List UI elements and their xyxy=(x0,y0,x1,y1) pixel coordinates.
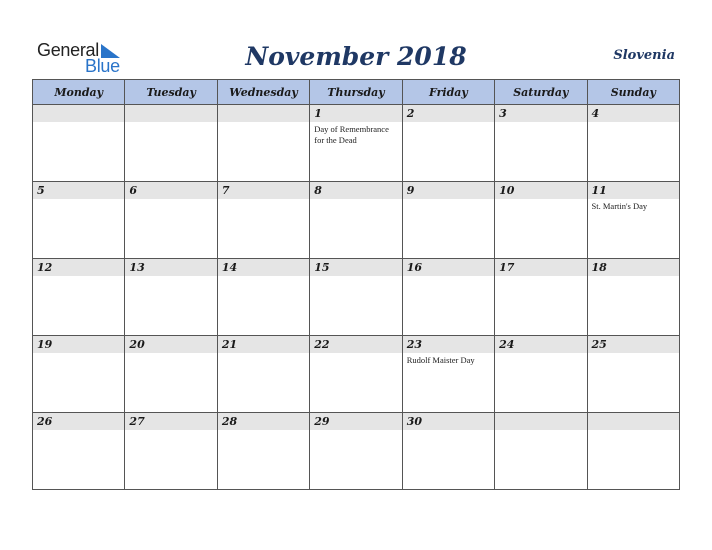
day-cell xyxy=(495,105,587,182)
weekday-header: Wednesday xyxy=(217,80,309,105)
logo xyxy=(37,40,127,74)
calendar-title: November 2018 xyxy=(245,42,467,71)
day-cell xyxy=(402,413,494,490)
weekday-header: Sunday xyxy=(587,80,679,105)
day-number: 24 xyxy=(495,336,586,353)
day-cell xyxy=(310,413,402,490)
day-cell xyxy=(310,182,402,259)
day-number: 11 xyxy=(588,182,679,199)
day-cell xyxy=(217,413,309,490)
holiday-label xyxy=(310,276,401,278)
day-cell xyxy=(125,413,217,490)
holiday-label xyxy=(218,430,309,432)
holiday-label xyxy=(218,353,309,355)
day-number: 25 xyxy=(588,336,679,353)
day-cell xyxy=(402,259,494,336)
week-row xyxy=(33,182,680,259)
day-cell xyxy=(310,105,402,182)
holiday-label xyxy=(125,430,216,432)
holiday-label xyxy=(310,353,401,355)
day-cell xyxy=(587,105,679,182)
country-name: Slovenia xyxy=(613,48,675,63)
holiday-label xyxy=(403,276,494,278)
day-number: 18 xyxy=(588,259,679,276)
day-cell xyxy=(402,336,494,413)
logo-text-general: General xyxy=(37,40,99,60)
day-cell xyxy=(587,259,679,336)
day-number: 27 xyxy=(125,413,216,430)
holiday-label xyxy=(218,199,309,201)
day-cell xyxy=(217,105,309,182)
holiday-label: St. Martin's Day xyxy=(591,201,648,211)
holiday-label xyxy=(310,430,401,432)
day-cell xyxy=(587,413,679,490)
day-number: 6 xyxy=(125,182,216,199)
day-cell xyxy=(310,259,402,336)
day-cell xyxy=(587,336,679,413)
holiday-label xyxy=(588,122,679,124)
day-cell xyxy=(33,259,125,336)
weekday-header-row xyxy=(33,80,680,105)
day-cell xyxy=(587,182,679,259)
day-number: 7 xyxy=(218,182,309,199)
day-number xyxy=(33,105,124,122)
week-row xyxy=(33,336,680,413)
holiday-label xyxy=(218,122,309,124)
week-row xyxy=(33,259,680,336)
holiday-label xyxy=(588,353,679,355)
weekday-header: Monday xyxy=(33,80,125,105)
day-number: 23 xyxy=(403,336,494,353)
holiday-label xyxy=(33,122,124,124)
day-number: 20 xyxy=(125,336,216,353)
day-cell xyxy=(33,336,125,413)
day-number: 28 xyxy=(218,413,309,430)
day-number: 30 xyxy=(403,413,494,430)
calendar-grid xyxy=(32,79,680,490)
day-number: 2 xyxy=(403,105,494,122)
weekday-header: Thursday xyxy=(310,80,402,105)
holiday-label xyxy=(125,199,216,201)
day-cell xyxy=(217,182,309,259)
holiday-label xyxy=(403,430,494,432)
day-number: 3 xyxy=(495,105,586,122)
holiday-label xyxy=(125,122,216,124)
day-cell xyxy=(495,413,587,490)
day-cell xyxy=(402,105,494,182)
holiday-label xyxy=(495,122,586,124)
day-number: 17 xyxy=(495,259,586,276)
day-cell xyxy=(495,259,587,336)
week-row xyxy=(33,105,680,182)
holiday-label xyxy=(495,199,586,201)
day-cell xyxy=(217,336,309,413)
day-number: 21 xyxy=(218,336,309,353)
day-cell xyxy=(217,259,309,336)
day-number: 1 xyxy=(310,105,401,122)
day-number xyxy=(588,413,679,430)
holiday-label xyxy=(588,276,679,278)
logo-text-blue: Blue xyxy=(85,56,120,76)
holiday-label: Day of Remembrance for the Dead xyxy=(314,124,389,145)
day-cell xyxy=(125,336,217,413)
holiday-label xyxy=(495,276,586,278)
holiday-label: Rudolf Maister Day xyxy=(406,355,475,365)
day-number: 4 xyxy=(588,105,679,122)
holiday-label xyxy=(33,276,124,278)
day-cell xyxy=(33,105,125,182)
day-number: 13 xyxy=(125,259,216,276)
holiday-label xyxy=(495,430,586,432)
day-cell xyxy=(33,182,125,259)
day-cell xyxy=(495,182,587,259)
holiday-label xyxy=(588,430,679,432)
day-number: 29 xyxy=(310,413,401,430)
day-cell xyxy=(310,336,402,413)
holiday-label xyxy=(33,430,124,432)
holiday-label xyxy=(403,122,494,124)
day-number: 8 xyxy=(310,182,401,199)
day-cell xyxy=(495,336,587,413)
day-number: 9 xyxy=(403,182,494,199)
holiday-label xyxy=(310,199,401,201)
day-cell xyxy=(33,413,125,490)
holiday-label xyxy=(218,276,309,278)
day-number: 22 xyxy=(310,336,401,353)
day-number: 5 xyxy=(33,182,124,199)
holiday-label xyxy=(125,353,216,355)
weekday-header: Tuesday xyxy=(125,80,217,105)
day-number: 16 xyxy=(403,259,494,276)
day-number: 12 xyxy=(33,259,124,276)
day-number: 14 xyxy=(218,259,309,276)
holiday-label xyxy=(495,353,586,355)
weekday-header: Friday xyxy=(402,80,494,105)
holiday-label xyxy=(33,199,124,201)
day-number: 19 xyxy=(33,336,124,353)
day-number xyxy=(495,413,586,430)
weekday-header: Saturday xyxy=(495,80,587,105)
day-number xyxy=(125,105,216,122)
week-row xyxy=(33,413,680,490)
day-number xyxy=(218,105,309,122)
day-cell xyxy=(125,259,217,336)
holiday-label xyxy=(33,353,124,355)
day-cell xyxy=(402,182,494,259)
holiday-label xyxy=(125,276,216,278)
holiday-label xyxy=(403,199,494,201)
day-cell xyxy=(125,105,217,182)
day-cell xyxy=(125,182,217,259)
day-number: 10 xyxy=(495,182,586,199)
day-number: 15 xyxy=(310,259,401,276)
day-number: 26 xyxy=(33,413,124,430)
